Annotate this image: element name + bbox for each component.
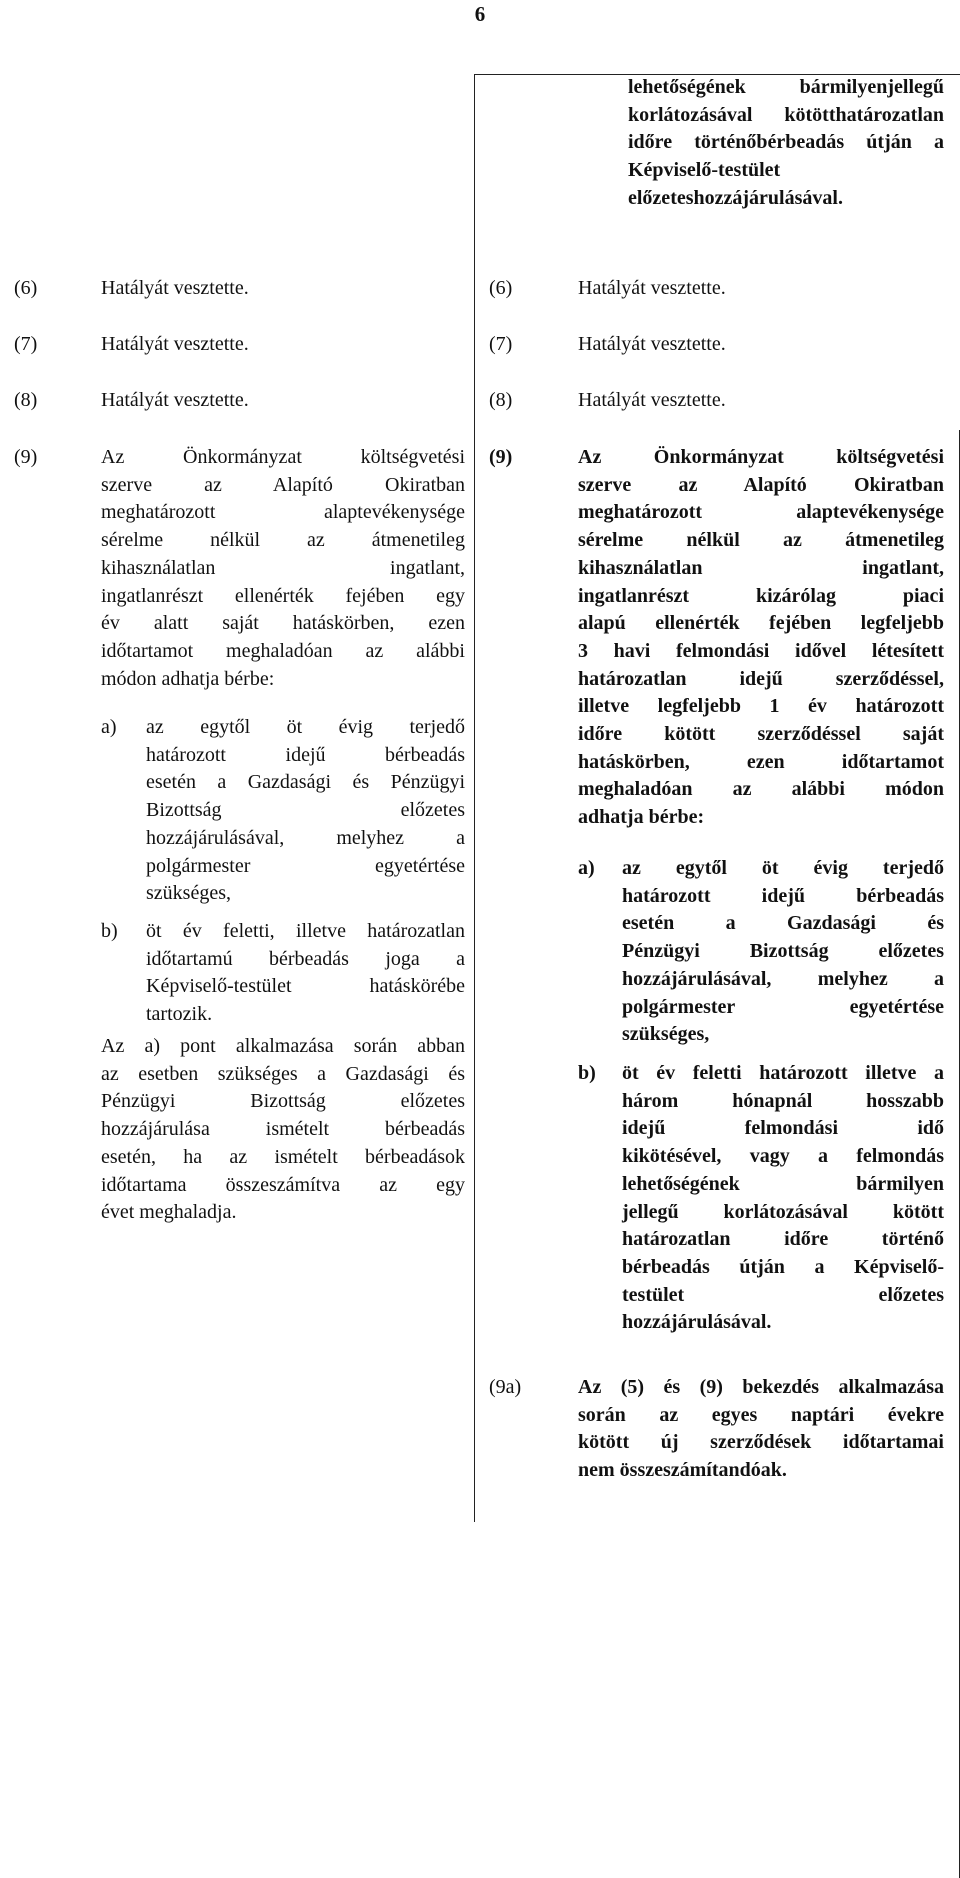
continuation-block xyxy=(628,74,944,213)
text-line: kötött új szerződések időtartamai xyxy=(578,1431,944,1454)
text-line: 3 havi felmondási idővel létesített xyxy=(578,639,944,662)
text-line: Pénzügyi Bizottság előzetes xyxy=(101,1090,465,1113)
text-line: hozzájárulásával, melyhez a xyxy=(622,967,944,990)
text-line: időtartamú bérbeadás joga a xyxy=(146,947,465,970)
text-line: kihasználatlan ingatlant, xyxy=(101,556,465,579)
text-line: sérelme nélkül az átmenetileg xyxy=(101,529,465,552)
text-line: polgármester egyetértése xyxy=(146,854,465,877)
text-line: nem összeszámítandóak. xyxy=(578,1459,787,1482)
text-line: testület előzetes xyxy=(622,1283,944,1306)
text-line: esetén a Gazdasági és xyxy=(622,912,944,935)
right-item-text: Hatályát vesztette. xyxy=(578,277,726,299)
page-number: 6 xyxy=(474,2,486,26)
text-line: határozott idejű bérbeadás xyxy=(146,743,465,766)
left-item-text: Hatályát vesztette. xyxy=(101,277,249,299)
text-line: időtartamot meghaladóan az alábbi xyxy=(101,639,465,662)
column-divider xyxy=(474,74,475,1522)
text-line: hozzájárulása ismételt bérbeadás xyxy=(101,1118,465,1141)
text-line: meghaladóan az alábbi módon xyxy=(578,778,944,801)
left-item-text: Hatályát vesztette. xyxy=(101,389,249,411)
text-line: szükséges, xyxy=(622,1023,710,1046)
text-line: három hónapnál hosszabb xyxy=(622,1089,944,1112)
text-line: kihasználatlan ingatlant, xyxy=(578,556,944,579)
right-item-text: Hatályát vesztette. xyxy=(578,389,726,411)
right-p9-intro xyxy=(578,444,944,832)
right-p9-b-text xyxy=(622,1060,944,1337)
text-line: az esetben szükséges a Gazdasági és xyxy=(101,1062,465,1085)
left-p9-intro xyxy=(101,444,465,693)
right-p9-a-label: a) xyxy=(578,857,595,879)
text-line: az egytől öt évig terjedő xyxy=(146,716,465,738)
right-p9-number: (9) xyxy=(489,446,513,468)
text-line: ingatlanrészt ellenérték fejében egy xyxy=(101,584,465,607)
right-item-number: (8) xyxy=(489,389,513,411)
text-line: Pénzügyi Bizottság előzetes xyxy=(622,940,944,963)
left-p9-b-text xyxy=(146,918,465,1029)
text-line: határozatlan időre történő xyxy=(622,1228,944,1251)
text-line: évet meghaladja. xyxy=(101,1201,237,1224)
text-line: Az Önkormányzat költségvetési xyxy=(578,446,944,468)
text-line: Az Önkormányzat költségvetési xyxy=(101,446,465,468)
text-line: idejű felmondási idő xyxy=(622,1117,944,1140)
text-line: szerve az Alapító Okiratban xyxy=(578,473,944,496)
right-p9a-text xyxy=(578,1374,944,1485)
left-item-number: (6) xyxy=(14,277,38,299)
text-line: szerve az Alapító Okiratban xyxy=(101,473,465,496)
text-line: az egytől öt évig terjedő xyxy=(622,857,944,879)
left-p9-a-text xyxy=(146,714,465,908)
text-line: hozzájárulásával, melyhez a xyxy=(146,826,465,849)
text-line: lehetőségének bármilyen xyxy=(622,1172,944,1195)
left-item-number: (7) xyxy=(14,333,38,355)
text-line: bérbeadás útján a Képviselő- xyxy=(628,131,944,182)
text-line: határozatlan idejű szerződéssel, xyxy=(578,667,944,690)
text-line: szükséges, xyxy=(146,882,231,905)
text-line: határozott idejű bérbeadás xyxy=(622,884,944,907)
right-item-text: Hatályát vesztette. xyxy=(578,333,726,355)
left-p9-a-label: a) xyxy=(101,716,117,738)
text-line: során az egyes naptári évekre xyxy=(578,1403,944,1426)
text-line: ingatlanrészt kizárólag piaci xyxy=(578,584,944,607)
right-p9-a-text xyxy=(622,855,944,1049)
text-line: meghatározott alaptevékenysége xyxy=(578,501,944,524)
text-line: kikötésével, vagy a felmondás xyxy=(622,1145,944,1168)
text-line: öt év feletti határozott illetve a xyxy=(622,1062,944,1084)
text-line: hozzájárulásával. xyxy=(622,1311,772,1334)
text-line: Az (5) és (9) bekezdés alkalmazása xyxy=(578,1376,944,1398)
text-line: Bizottság előzetes xyxy=(146,799,465,822)
text-line: öt év feletti, illetve határozatlan xyxy=(146,920,465,942)
text-line: jellegű korlátozásával kötött xyxy=(628,76,944,126)
right-p9-b-label: b) xyxy=(578,1062,596,1084)
text-line: Az a) pont alkalmazása során abban xyxy=(101,1035,465,1057)
text-line: hozzájárulásával. xyxy=(693,186,843,209)
text-line: határozatlan időre történő xyxy=(628,103,944,154)
text-line: időtartama összeszámítva az egy xyxy=(101,1173,465,1196)
left-item-text: Hatályát vesztette. xyxy=(101,333,249,355)
text-line: Képviselő-testület hatáskörébe xyxy=(146,975,465,998)
text-line: polgármester egyetértése xyxy=(622,995,944,1018)
text-line: jellegű korlátozásával kötött xyxy=(622,1200,944,1223)
text-line: bérbeadás útján a Képviselő- xyxy=(622,1255,944,1278)
text-line: meghatározott alaptevékenysége xyxy=(101,501,465,524)
left-item-number: (8) xyxy=(14,389,38,411)
left-p9-number: (9) xyxy=(14,446,38,468)
text-line: tartozik. xyxy=(146,1003,213,1026)
text-line: alapú ellenérték fejében legfeljebb xyxy=(578,612,944,635)
text-line: év alatt saját hatáskörben, ezen xyxy=(101,612,465,635)
left-p9-closing xyxy=(101,1033,465,1227)
text-line: hatáskörben, ezen időtartamot xyxy=(578,750,944,773)
right-p9a-number: (9a) xyxy=(489,1376,522,1398)
text-line: illetve legfeljebb 1 év határozott xyxy=(578,695,944,718)
text-line: sérelme nélkül az átmenetileg xyxy=(578,529,944,552)
text-line: időre kötött szerződéssel saját xyxy=(578,723,944,746)
text-line: esetén a Gazdasági és Pénzügyi xyxy=(146,771,465,794)
right-item-number: (6) xyxy=(489,277,513,299)
right-item-number: (7) xyxy=(489,333,513,355)
text-line: lehetőségének bármilyen xyxy=(628,76,888,98)
left-p9-b-label: b) xyxy=(101,920,118,942)
text-line: módon adhatja bérbe: xyxy=(101,667,275,690)
text-line: testület előzetes xyxy=(628,159,781,209)
text-line: adhatja bérbe: xyxy=(578,806,705,829)
text-line: esetén, ha az ismételt bérbeadások xyxy=(101,1145,465,1168)
